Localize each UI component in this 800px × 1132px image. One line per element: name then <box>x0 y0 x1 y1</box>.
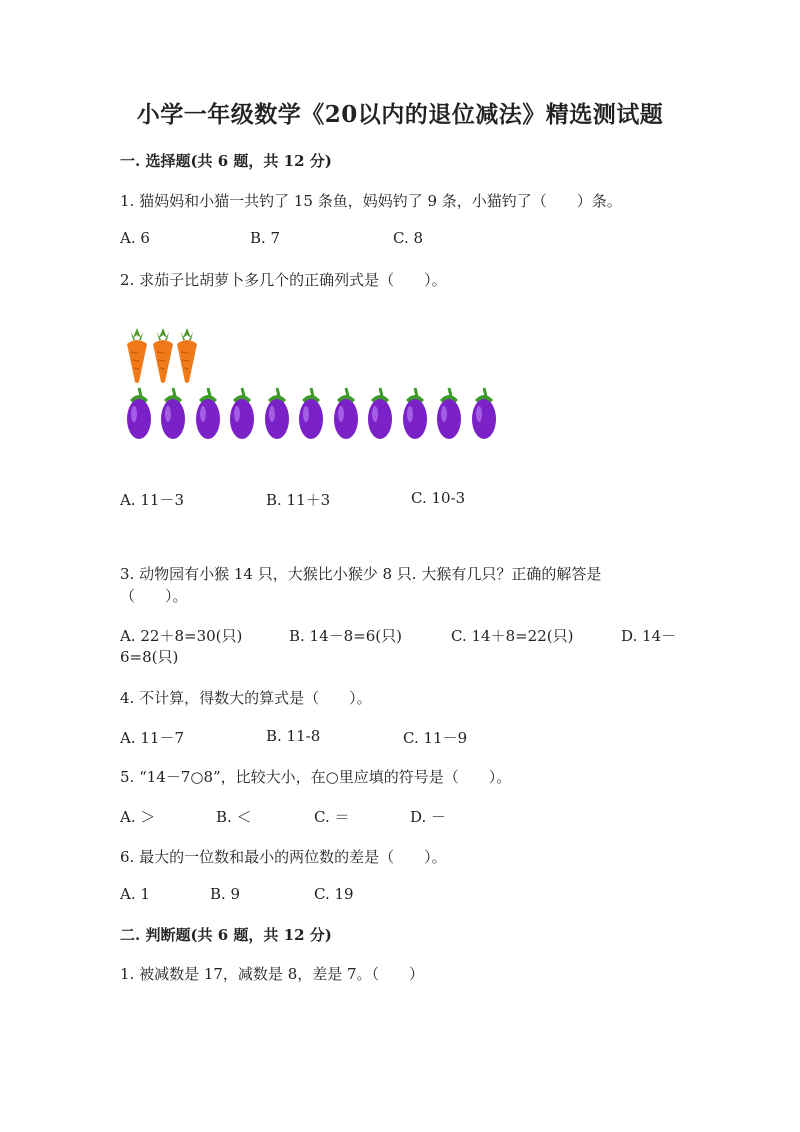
question-3-options <box>120 625 680 645</box>
question-6: 6. 最大的一位数和最小的两位数的差是（ ）。 <box>120 848 447 866</box>
eggplant-icon <box>296 386 326 442</box>
eggplant-icon <box>365 386 395 442</box>
option-a: A. ＞ <box>120 808 156 826</box>
question-6-options <box>120 885 680 905</box>
option-d: D. － <box>410 808 447 826</box>
question-1-options <box>120 229 680 249</box>
question-2-options <box>120 489 680 509</box>
question-3 <box>120 563 680 607</box>
question-3-line2: （ ）。 <box>120 587 188 605</box>
eggplant-icon <box>400 386 430 442</box>
page-title: 小学一年级数学《20以内的退位减法》精选测试题 <box>136 101 664 128</box>
option-c: C. 14＋8=22(只) <box>451 627 574 645</box>
option-a: A. 11－7 <box>120 729 184 747</box>
option-d-continuation: 6=8(只) <box>120 648 179 666</box>
option-a: A. 22＋8=30(只) <box>120 627 243 645</box>
option-a: A. 6 <box>120 229 150 247</box>
carrot-icon <box>174 326 200 384</box>
question-3-line1: 3. 动物园有小猴 14 只，大猴比小猴少 8 只. 大猴有几只？正确的解答是 <box>120 565 602 583</box>
eggplant-icon <box>469 386 499 442</box>
question-4: 4. 不计算，得数大的算式是（ ）。 <box>120 689 372 707</box>
option-c: C. 10-3 <box>411 489 466 507</box>
option-c: C. 11－9 <box>403 729 468 747</box>
option-a: A. 1 <box>120 885 150 903</box>
question-4-options <box>120 727 680 747</box>
option-b: B. ＜ <box>216 808 252 826</box>
question-2: 2. 求茄子比胡萝卜多几个的正确列式是（ ）。 <box>120 271 447 289</box>
carrot-icon <box>150 326 176 384</box>
option-b: B. 11-8 <box>266 727 321 745</box>
carrot-icon <box>124 326 150 384</box>
option-b: B. 9 <box>210 885 241 903</box>
judgement-1: 1. 被减数是 17，减数是 8，差是 7。（ ） <box>120 965 425 983</box>
eggplant-icon <box>434 386 464 442</box>
option-b: B. 11＋3 <box>266 491 331 509</box>
eggplant-icon <box>158 386 188 442</box>
eggplant-icon <box>193 386 223 442</box>
option-c: C. 8 <box>393 229 424 247</box>
question-1: 1. 猫妈妈和小猫一共钓了 15 条鱼，妈妈钓了 9 条，小猫钓了（ ）条。 <box>120 192 622 210</box>
option-c: C. 19 <box>314 885 354 903</box>
option-b: B. 14－8=6(只) <box>289 627 403 645</box>
option-c: C. ＝ <box>314 808 350 826</box>
eggplant-icon <box>262 386 292 442</box>
section-heading-judgement: 二. 判断题(共 6 题，共 12 分) <box>120 926 332 944</box>
eggplant-icon <box>331 386 361 442</box>
question-5-options <box>120 806 680 826</box>
option-d: D. 14－ <box>621 627 677 645</box>
option-b: B. 7 <box>250 229 281 247</box>
eggplant-icon <box>124 386 154 442</box>
question-5: 5. “14－7○8”，比较大小，在○里应填的符号是（ ）。 <box>120 768 512 786</box>
option-a: A. 11－3 <box>120 491 184 509</box>
eggplant-icon <box>227 386 257 442</box>
section-heading-choice: 一. 选择题(共 6 题，共 12 分) <box>120 152 332 170</box>
